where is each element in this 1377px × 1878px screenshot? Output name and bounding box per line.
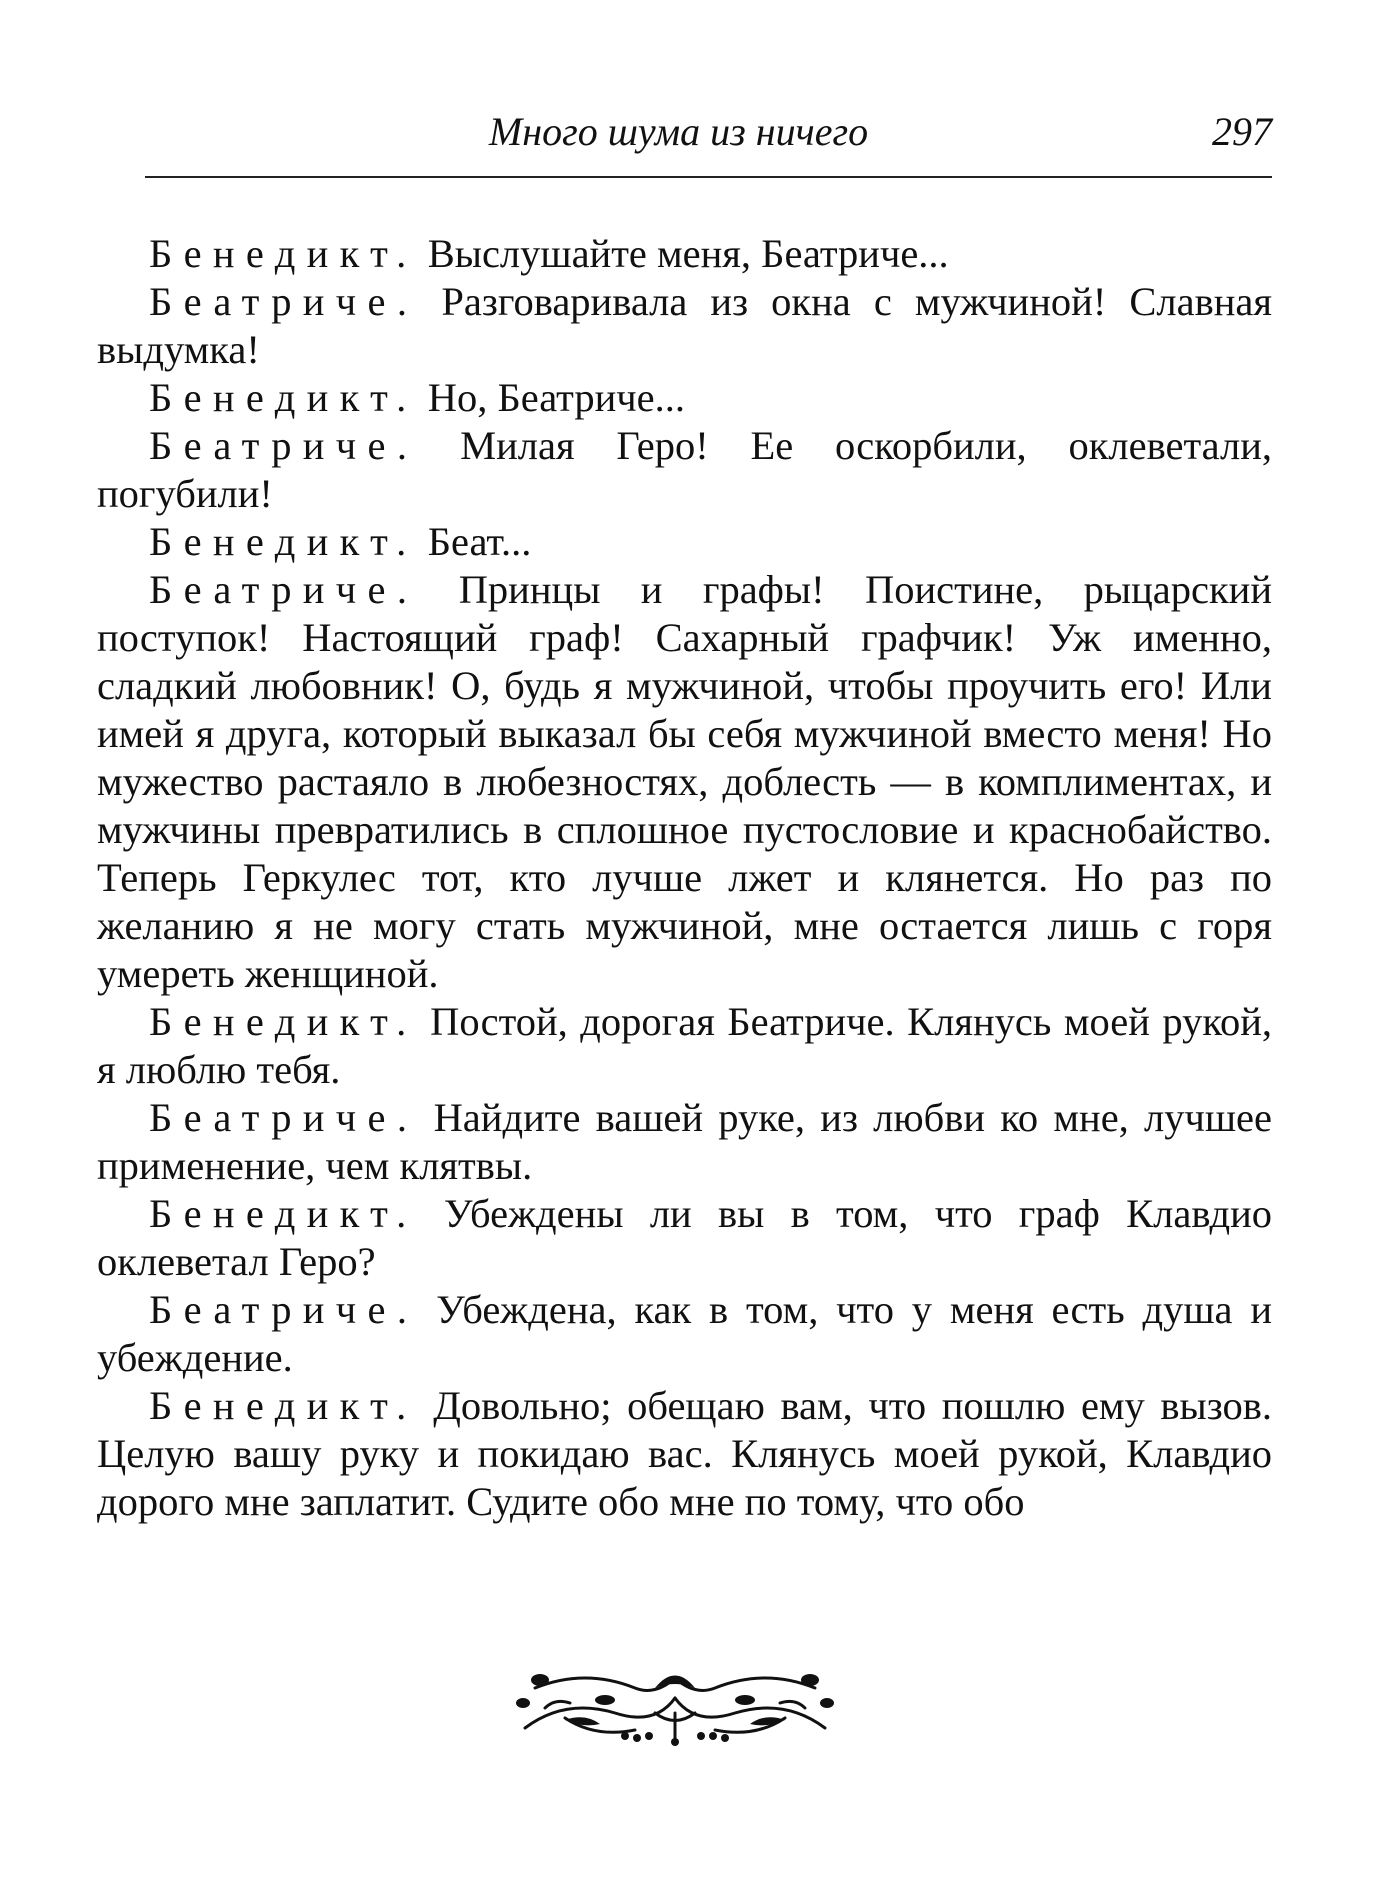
speaker-name: Бенедикт. bbox=[149, 375, 418, 420]
speech-text: Найдите вашей руке, из любви ко мне, лучшее применение, чем клятвы. bbox=[97, 1095, 1272, 1188]
dialogue-paragraph bbox=[97, 278, 1272, 374]
speech-text: Принцы и графы! Поистине, рыцарский поступок! Настоящий граф! Сахарный графчик! Уж именно, сладкий любовник! О, будь я мужчиной, чтобы проучить его! Или имей я друга, который выказал бы себя мужчиной вместо меня! Но мужество растаяло в любезностях, доблесть — в комплиментах, и мужчины превратились в сплошное пустословие и краснобайство. Теперь Геркулес тот, кто лучше лжет и клянется. Но раз по желанию я не могу стать мужчиной, мне остается лишь с горя умереть женщиной. bbox=[97, 567, 1272, 996]
speaker-name: Беатриче. bbox=[149, 567, 419, 612]
running-header bbox=[145, 104, 1272, 160]
speaker-name: Беатриче. bbox=[149, 1287, 419, 1332]
running-title: Много шума из ничего bbox=[488, 109, 869, 154]
dialogue-paragraph bbox=[97, 1094, 1272, 1190]
speaker-name: Бенедикт. bbox=[149, 231, 418, 276]
play-text bbox=[97, 230, 1272, 1526]
speaker-name: Бенедикт. bbox=[149, 1191, 418, 1236]
speech-text: Выслушайте меня, Беатриче... bbox=[427, 231, 949, 276]
speaker-name: Беатриче. bbox=[149, 279, 419, 324]
dialogue-paragraph bbox=[97, 998, 1272, 1094]
dialogue-paragraph bbox=[97, 422, 1272, 518]
speech-text: Постой, дорогая Беатриче. Клянусь моей рукой, я люблю тебя. bbox=[97, 999, 1272, 1092]
dialogue-paragraph bbox=[97, 1286, 1272, 1382]
dialogue-paragraph bbox=[97, 230, 1272, 278]
dialogue-paragraph bbox=[97, 374, 1272, 422]
speech-text: Но, Беатриче... bbox=[427, 375, 685, 420]
speech-text: Довольно; обещаю вам, что пошлю ему вызов. Целую вашу руку и покидаю вас. Клянусь моей рукой, Клавдио дорого мне заплатит. Судите обо мне по тому, что обо bbox=[97, 1383, 1272, 1524]
speech-text: Беат... bbox=[427, 519, 532, 564]
speaker-name: Бенедикт. bbox=[149, 999, 418, 1044]
dialogue-paragraph bbox=[97, 1190, 1272, 1286]
speech-text: Разговаривала из окна с мужчиной! Славная выдумка! bbox=[97, 279, 1272, 372]
floral-ornament-icon bbox=[505, 1658, 845, 1746]
speaker-name: Бенедикт. bbox=[149, 1383, 418, 1428]
speech-text: Милая Геро! Ее оскорбили, оклеветали, погубили! bbox=[97, 423, 1272, 516]
dialogue-paragraph bbox=[97, 518, 1272, 566]
speaker-name: Беатриче. bbox=[149, 1095, 419, 1140]
speech-text: Убеждены ли вы в том, что граф Клавдио оклеветал Геро? bbox=[97, 1191, 1272, 1284]
dialogue-paragraph bbox=[97, 566, 1272, 998]
page-number: 297 bbox=[1212, 109, 1272, 154]
dialogue-paragraph bbox=[97, 1382, 1272, 1526]
header-rule bbox=[145, 176, 1272, 178]
speaker-name: Бенедикт. bbox=[149, 519, 418, 564]
speaker-name: Беатриче. bbox=[149, 423, 419, 468]
speech-text: Убеждена, как в том, что у меня есть душа и убеждение. bbox=[97, 1287, 1273, 1380]
